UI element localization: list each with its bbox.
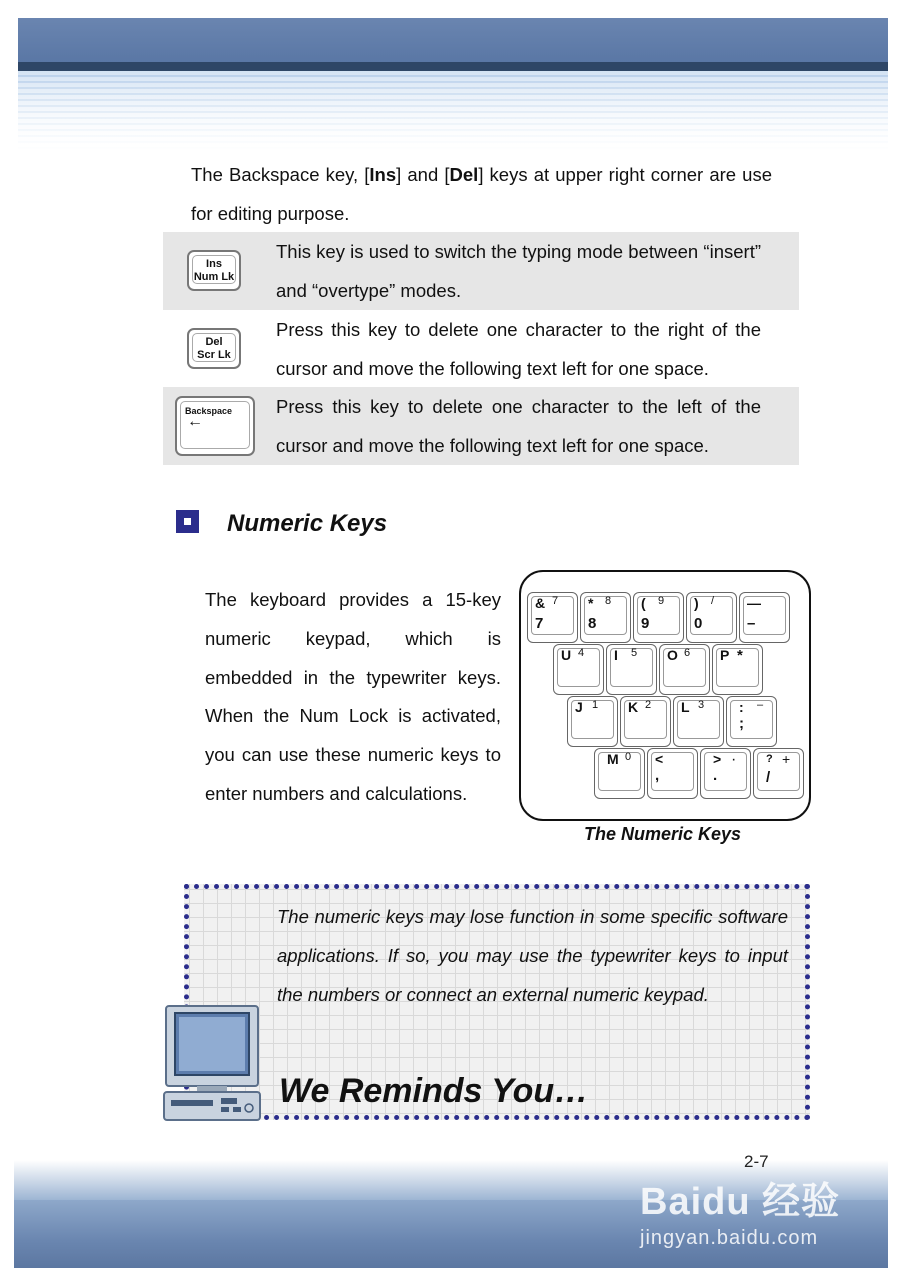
page-number: 2-7: [744, 1152, 769, 1171]
keypad-key: M 0: [594, 748, 645, 799]
keypad-key: O 6: [659, 644, 710, 695]
keypad-key: J 1: [567, 696, 618, 747]
editing-keys-table: [163, 232, 799, 465]
numeric-keypad-figure: [519, 570, 811, 821]
key-row-ins: [163, 232, 799, 310]
computer-icon: [163, 1003, 261, 1121]
reminder-text: The numeric keys may lose function in some specific software applications. If so, you may use the typewriter keys to input the numbers or connect an external numeric keypad.: [277, 906, 788, 1005]
keypad-key: > · .: [700, 748, 751, 799]
baidu-watermark: [640, 1170, 850, 1250]
keypad-key: P *: [712, 644, 763, 695]
bullet-square-icon: [176, 510, 199, 533]
section-title: Numeric Keys: [227, 510, 388, 537]
keypad-key: — –: [739, 592, 790, 643]
watermark-url: jingyan.baidu.com: [640, 1227, 819, 1249]
intro-paragraph: The Backspace key, [Ins] and [Del] keys at upper right corner are use for editing purpose.: [191, 164, 772, 224]
keypad-key: I 5: [606, 644, 657, 695]
keypad-key: L 3: [673, 696, 724, 747]
keypad-key: : – ;: [726, 696, 777, 747]
keypad-key: < ,: [647, 748, 698, 799]
keypad-key: & 7 7: [527, 592, 578, 643]
baidu-logo: Baidu 经验: [640, 1181, 841, 1223]
key-description: This key is used to switch the typing mode between “insert” and “overtype” modes.: [276, 241, 761, 301]
key-description: Press this key to delete one character to the right of the cursor and move the following text left for one space.: [276, 318, 761, 379]
keypad-key: * 8 8: [580, 592, 631, 643]
backspace-key-icon: Backspace ←: [175, 396, 255, 456]
figure-caption: The Numeric Keys: [584, 824, 742, 844]
reminder-title: We Reminds You…: [279, 1072, 589, 1110]
header-band: [18, 18, 888, 62]
key-row-del: [163, 310, 799, 388]
key-row-backspace: [163, 387, 799, 465]
numeric-keys-paragraph: The keyboard provides a 15-key numeric keypad, which is embedded in the typewriter keys. When the Num Lock is activated, you can use these numeric keys to enter numbers and calculations.: [205, 589, 501, 804]
del-key-icon: Del Scr Lk: [187, 328, 241, 369]
header-rule: [18, 62, 888, 71]
keypad-key: ? + /: [753, 748, 804, 799]
keypad-key: ) / 0: [686, 592, 737, 643]
arrow-left-icon: ←: [187, 413, 203, 430]
keypad-key: K 2: [620, 696, 671, 747]
key-description: Press this key to delete one character to the left of the cursor and move the following text left for one space.: [276, 396, 761, 456]
keypad-key: U 4: [553, 644, 604, 695]
ins-key-icon: Ins Num Lk: [187, 250, 241, 291]
keypad-key: ( 9 9: [633, 592, 684, 643]
